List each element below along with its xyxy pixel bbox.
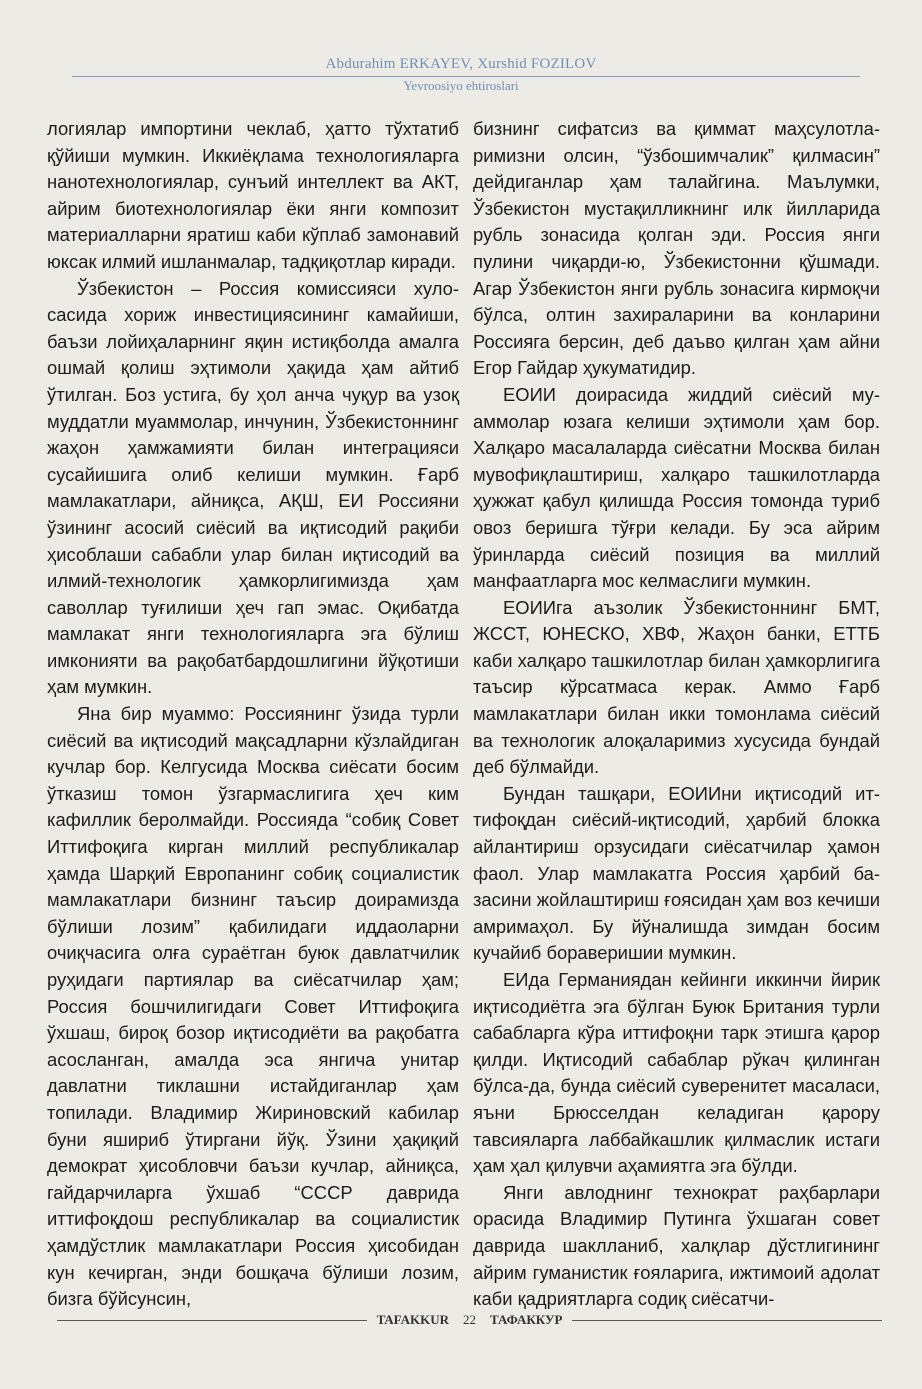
footer-rule-right: [572, 1320, 882, 1321]
right-column: [473, 116, 880, 1313]
running-header: [0, 55, 922, 94]
left-paragraph-2: Ўзбекистон – Россия комиссияси хулосасида хориж инвестициясининг камайиши, баъзи лойиҳаларнинг яқин истиқболда амалга ошмай қолиш эҳтимоли ҳақида ҳам айтиб ўтилган. Боз устига, бу ҳол анча чуқур ва узоқ муддатли муаммолар, инчунин, Ўзбекистоннинг жаҳон ҳамжамияти билан интеграцияси сусайишига олиб келиши мумкин. Ғарб мамлакатлари, айниқса, АҚШ, ЕИ Россияни ўзининг асосий сиёсий ва иқтисодий рақиби ҳисоблаши сабабли улар билан иқтисодий ва илмий-технологик ҳамкорлигимизда ҳам саволлар туғилиши ҳеч гап эмас. Оқибатда мамлакат янги технологияларга эга бўлиш имконияти ва рақобатбардошлигини йўқотиши ҳам мумкин.: [47, 277, 459, 698]
right-paragraph-5: ЕИда Германиядан кейинги иккинчи йирик иқтисодиётга эга бўлган Буюк Британия турли сабабларга кўра иттифоқни тарк этишга қарор қилди. Иқтисодий сабаблар рўкач қилинган бўлса-да, бунда сиёсий суверенитет масаласи, яъни Брюсселдан келадиган қарору тавсияларга лаббайкашлик қилмаслик истаги ҳам ҳал қилувчи аҳамиятга эга бўлди.: [473, 969, 880, 1177]
header-authors: Abdurahim ERKAYEV, Xurshid FOZILOV: [325, 56, 597, 72]
right-paragraph-6: Янги авлоднинг технократ раҳбарлари орасида Владимир Путинга ўхшаган совет даврида шаклланиб, халқлар дўстлигининг айрим гуманистик ғояларига, ижтимоий адолат каби қадриятларга содиқ сиёсатчи-: [473, 1181, 880, 1310]
left-paragraph-1: логиялар импортини чеклаб, ҳатто тўхтатиб қўйиши мумкин. Иккиёқлама технологияларга нанотехнологиялар, сунъий интеллект ва АКТ, айрим биотехнологиялар ёки янги композит материалларни яратиш каби кўплаб замонавий юксак илмий ишланмалар, тадқиқотлар киради.: [47, 118, 459, 272]
page-number: 22: [463, 1312, 477, 1327]
page-footer: [57, 1312, 882, 1328]
footer-rule-left: [57, 1320, 367, 1321]
footer-label-cyrillic: ТАФАККУР: [490, 1312, 563, 1327]
right-paragraph-4: Бундан ташқари, ЕОИИни иқтисодий иттифоқдан сиёсий-иқтисодий, ҳарбий блокка айлантириш орзусидаги сиёсатчилар ҳамон фаол. Улар мамлакатга Россия ҳарбий базасини жойлаштириш ғоясидан ҳам воз кечиши амримаҳол. Бу йўналишда зимдан босим кучайиб бораверишии мумкин.: [473, 782, 880, 964]
left-paragraph-3: Яна бир муаммо: Россиянинг ўзида турли сиёсий ва иқтисодий мақсадларни кўзлайдиган кучлар бор. Келгусида Москва сиёсати босим ўтказиш томон ўзгармаслигига ҳеч ким кафиллик беролмайди. Россияда “собиқ Совет Иттифоқига кирган миллий республикалар ҳамда Шарқий Европанинг собиқ социалистик мамлакатлари бизнинг таъсир доирамизда бўлиши лозим” қабилидаги иддаоларни очиқчасига олға сураётган буюк давлатчилик руҳидаги партиялар ва сиёсатчилар ҳам; Россия бошчилигидаги Совет Иттифоқига ўхшаш, бироқ бозор иқтисодиёти ва рақобатга асосланган, амалда эса янгича унитар давлатни тиклашни истайдиганлар ҳам топилади. Владимир Жириновский кабилар буни яшириб ўтиргани йўқ. Ўзини ҳақиқий демократ ҳисобловчи баъзи кучлар, айниқса, гайдарчиларга ўхшаб “СССР даврида иттифоқдош республикалар ва социалистик ҳамдўстлик мамлакатлари Россия ҳисобидан кун кечирган, энди бошқача бўлиши лозим, бизга бўйсунсин,: [47, 703, 459, 1310]
right-paragraph-1: бизнинг сифатсиз ва қиммат маҳсулотларимизни олсин, “ўзбошимчалик” қилмасин” дейдиганлар ҳам талайгина. Маълумки, Ўзбекистон мустақилликнинг илк йилларида рубль зонасида қолган эди. Россия янги пулини чиқарди-ю, Ўзбекистонни қўшмади. Агар Ўзбекистон янги рубль зонасига кирмоқчи бўлса, олтин захираларини ва конларини Россияга берсин, деб даъво қилган ҳам айни Егор Гайдар ҳукуматидир.: [473, 118, 880, 379]
left-column: [47, 116, 459, 1313]
header-rule: [72, 76, 860, 77]
header-subtitle: Yevroosiyo ehtiroslari: [403, 78, 519, 93]
right-paragraph-2: ЕОИИ доирасида жиддий сиёсий муаммолар юзага келиши эҳтимоли ҳам бор. Халқаро масалаларда сиёсатни Москва билан мувофиқлаштириш, халқаро ташкилотларда ҳужжат қабул қилишда Россия томонда туриб овоз беришга тўғри келади. Бу эса айрим ўринларда сиёсий позиция ва миллий манфаатларга мос келмаслиги мумкин.: [473, 383, 880, 592]
footer-label-latin: TAFAKKUR: [376, 1312, 450, 1327]
right-paragraph-3: ЕОИИга аъзолик Ўзбекистоннинг БМТ, ЖССТ, ЮНЕСКО, ХВФ, Жаҳон банки, ЕТТБ каби халқаро ташкилотлар билан ҳамкорлигига таъсир кўрсатмаса керак. Аммо Ғарб мамлакатлари билан икки томонлама сиёсий ва технологик алоқаларимиз хусусида бундай деб бўлмайди.: [473, 596, 880, 778]
